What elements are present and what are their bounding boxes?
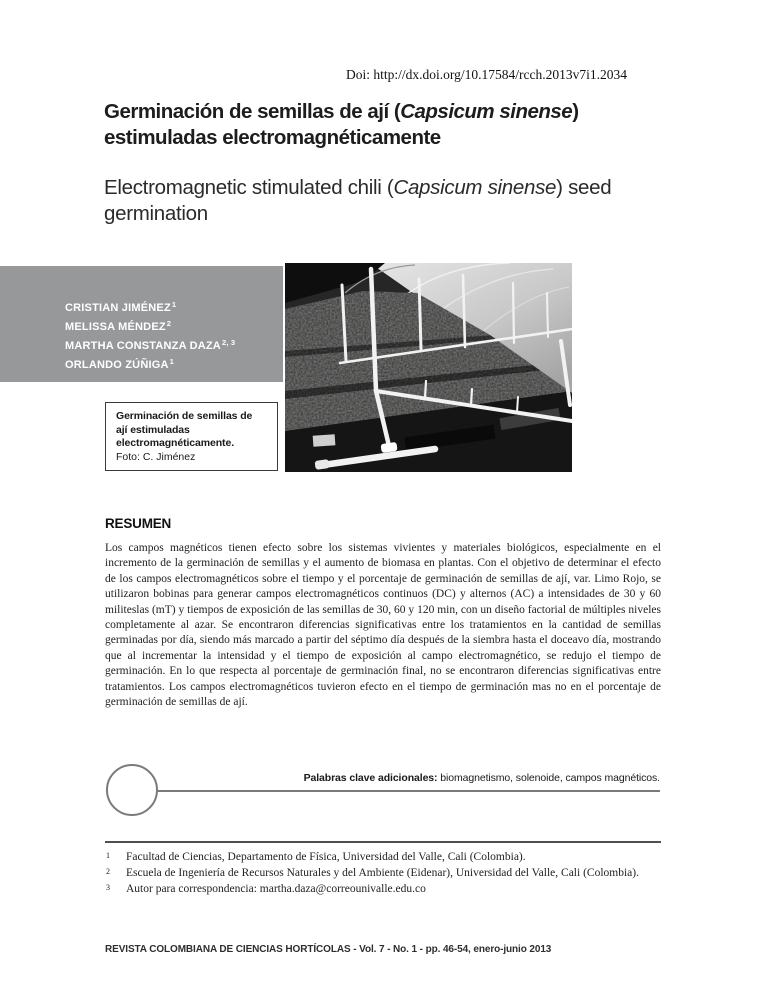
- title-spanish: [104, 99, 579, 151]
- footnote: [105, 865, 665, 881]
- keywords-rule: [158, 790, 660, 792]
- photo-caption-credit: Foto: C. Jiménez: [116, 450, 196, 463]
- author-name: CRISTIAN JIMÉNEZ$^1$: [65, 300, 177, 314]
- authors-box: [0, 266, 283, 382]
- author-affiliation-sup: 2: [166, 319, 172, 328]
- article-photo: [285, 263, 572, 472]
- footnote-text: Autor para correspondencia: martha.daza@correounivalle.edu.co: [126, 883, 426, 895]
- title-spanish-line-1: Germinación de semillas de ají (Capsicum sinense): [104, 100, 579, 123]
- author-affiliation-sup: 1: [169, 357, 175, 366]
- footnotes: [105, 849, 665, 897]
- author-name: MARTHA CONSTANZA DAZA$^{2, 3}$: [65, 338, 236, 352]
- footnote: [105, 849, 665, 865]
- author-name: ORLANDO ZÚÑIGA$^1$: [65, 357, 175, 371]
- footnote-text: Facultad de Ciencias, Departamento de Física, Universidad del Valle, Cali (Colombia).: [126, 851, 526, 863]
- title-english-line-2: germination: [104, 202, 208, 225]
- title-spanish-line-2: estimuladas electromagnéticamente: [104, 126, 441, 149]
- author-name: MELISSA MÉNDEZ$^2$: [65, 319, 172, 333]
- footnote-number: 3: [106, 883, 110, 892]
- greenhouse-seed-trays-image: [285, 263, 572, 472]
- keywords-circle-icon: [106, 764, 158, 816]
- journal-footer-text: REVISTA COLOMBIANA DE CIENCIAS HORTÍCOLAS - Vol. 7 - No. 1 - pp. 46-54, enero-junio 2013: [105, 944, 552, 955]
- doi-text: Doi: http://dx.doi.org/10.17584/rcch.2013v7i1.2034: [346, 67, 627, 82]
- title-english-line-1: Electromagnetic stimulated chili (Capsicum sinense) seed: [104, 176, 612, 199]
- footnote: [105, 881, 665, 897]
- photo-caption-title: Germinación de semillas de ají estimuladas electromagnéticamente.: [116, 410, 253, 449]
- footnote-rule: [105, 841, 661, 843]
- author-affiliation-sup: 2, 3: [221, 338, 236, 347]
- footnote-number: 1: [106, 851, 110, 860]
- abstract-text: Los campos magnéticos tienen efecto sobre los sistemas vivientes y materiales biológicos, especialmente en el incremento de la germinación de semillas y el aumento de biomasa en plantas. Con el objetivo de determinar el efecto de los campos electromagnéticos sobre el tiempo y el porcentaje de germinación de semillas de ají, var. Limo Rojo, se utilizaron bobinas para generar campos electromagnéticos continuos (DC) y alternos (AC) a intensidades de 30 y 60 militeslas (mT) y tiempos de exposición de las semillas de 30, 60 y 120 min, con un diseño factorial de múltiples niveles completamente al azar. Se encontraron diferencias significativas entre los tratamientos en la cantidad de semillas germinadas por día, siendo más marcado a partir del séptimo día después de la siembra hasta el doceavo día, mostrando que al incrementar la intensidad y el tiempo de exposición al campo electromagnético, se redujo el tiempo de germinación. En lo que respecta al porcentaje de germinación final, no se encontraron diferencias significativas entre tratamientos. Los campos electromagnéticos tuvieron efecto en el tiempo de germinación mas no en el porcentaje de germinación de semillas de ají.: [105, 542, 661, 709]
- footnote-number: 2: [106, 867, 110, 876]
- author-affiliation-sup: 1: [171, 300, 177, 309]
- footnote-text: Escuela de Ingeniería de Recursos Naturales y del Ambiente (Eidenar), Universidad del Valle, Cali (Colombia).: [126, 867, 639, 879]
- title-english: [104, 175, 611, 227]
- abstract-heading: RESUMEN: [105, 516, 172, 531]
- photo-caption-box: [105, 402, 278, 471]
- keywords-text: Palabras clave adicionales: biomagnetismo, solenoide, campos magnéticos.: [303, 772, 660, 784]
